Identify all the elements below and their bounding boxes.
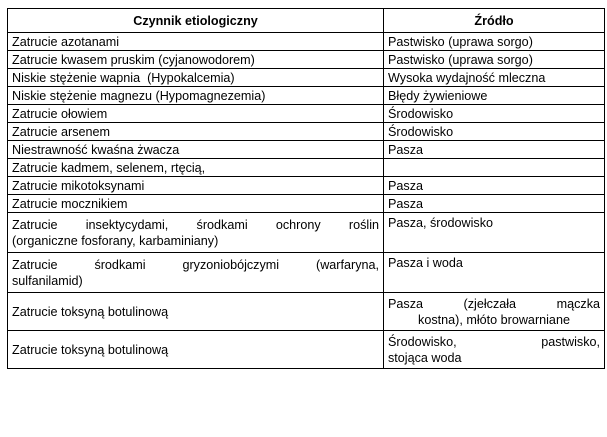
factor-cell: Zatrucie ołowiem [8,105,384,123]
source-cell: Pasza [384,141,605,159]
table-row [8,123,605,141]
factor-cell: Zatrucie arsenem [8,123,384,141]
factor-cell: Zatrucie kwasem pruskim (cyjanowodorem) [8,51,384,69]
table-row [8,51,605,69]
table-row [8,87,605,105]
factor-line: sulfanilamid) [12,273,83,288]
factor-cell: Niskie stężenie wapnia (Hypokalcemia) [8,69,384,87]
factor-cell: Niestrawność kwaśna żwacza [8,141,384,159]
table-row [8,69,605,87]
source-cell: Pasza, środowisko [384,213,605,253]
table-row [8,141,605,159]
source-cell: Środowisko [384,123,605,141]
factor-line: (organiczne fosforany, karbaminiany) [12,233,219,248]
factor-cell: Zatrucie azotanami [8,33,384,51]
factor-cell: Zatrucie kadmem, selenem, rtęcią, [8,159,384,177]
table-row [8,253,605,293]
source-cell [384,159,605,177]
source-cell: Błędy żywieniowe [384,87,605,105]
table-row [8,293,605,331]
factor-line: Zatrucie środkami gryzoniobójczymi (warfaryna, [12,257,379,272]
source-line: stojąca woda [388,350,462,365]
source-line: kostna), młóto browarniane [418,312,570,327]
source-cell: Pastwisko (uprawa sorgo) [384,33,605,51]
source-cell [384,293,605,331]
factor-cell [8,213,384,253]
factor-cell [8,253,384,293]
header-source: Źródło [384,9,605,33]
source-line: Pasza (zjełczała mączka [388,296,600,311]
factor-cell: Zatrucie toksyną botulinową [8,293,384,331]
table-row [8,105,605,123]
table-row [8,195,605,213]
factor-line: Zatrucie insektycydami, środkami ochrony roślin [12,217,379,232]
source-cell: Pastwisko (uprawa sorgo) [384,51,605,69]
table-header-row [8,9,605,33]
factor-cell: Zatrucie mikotoksynami [8,177,384,195]
source-cell: Pasza [384,177,605,195]
table-row [8,159,605,177]
table-row [8,213,605,253]
factor-cell: Zatrucie toksyną botulinową [8,331,384,369]
source-cell: Pasza [384,195,605,213]
factor-cell: Zatrucie mocznikiem [8,195,384,213]
source-cell: Środowisko [384,105,605,123]
table-row [8,331,605,369]
table-row [8,33,605,51]
factor-cell: Niskie stężenie magnezu (Hypomagnezemia) [8,87,384,105]
table-row [8,177,605,195]
etiology-table [7,8,605,369]
header-factor: Czynnik etiologiczny [8,9,384,33]
source-cell [384,331,605,369]
source-cell: Wysoka wydajność mleczna [384,69,605,87]
source-line: Środowisko, pastwisko, [388,334,600,349]
source-cell: Pasza i woda [384,253,605,293]
